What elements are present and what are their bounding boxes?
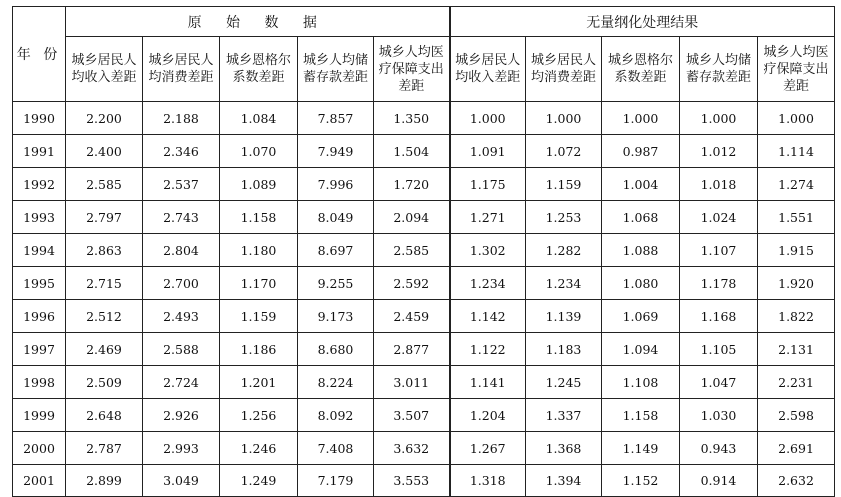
table-row [13,465,835,497]
raw-value-cell: 2.863 [66,234,143,267]
normalized-group-header: 无量纲化处理结果 [450,7,835,37]
normalized-value-cell: 1.107 [680,234,758,267]
normalized-value-cell: 1.094 [602,333,680,366]
raw-value-cell: 2.743 [143,201,220,234]
normalized-value-cell: 1.318 [450,465,526,497]
table-row [13,267,835,300]
normalized-column-header: 城乡恩格尔系数差距 [602,37,680,102]
table-row [13,201,835,234]
raw-value-cell: 1.180 [220,234,298,267]
column-header-row [13,37,835,102]
normalized-value-cell: 1.282 [526,234,602,267]
normalized-value-cell: 1.234 [450,267,526,300]
normalized-value-cell: 1.204 [450,399,526,432]
table-row [13,399,835,432]
normalized-value-cell: 1.000 [602,102,680,135]
raw-value-cell: 2.804 [143,234,220,267]
raw-value-cell: 2.993 [143,432,220,465]
raw-value-cell: 2.797 [66,201,143,234]
year-cell: 1992 [13,168,66,201]
raw-value-cell: 2.592 [374,267,450,300]
raw-value-cell: 1.249 [220,465,298,497]
normalized-column-header: 城乡居民人均消费差距 [526,37,602,102]
year-cell: 1998 [13,366,66,399]
normalized-value-cell: 2.691 [758,432,835,465]
raw-value-cell: 2.585 [374,234,450,267]
raw-value-cell: 7.408 [298,432,374,465]
normalized-value-cell: 1.822 [758,300,835,333]
raw-value-cell: 2.537 [143,168,220,201]
year-cell: 1999 [13,399,66,432]
raw-value-cell: 1.186 [220,333,298,366]
year-cell: 1995 [13,267,66,300]
normalized-value-cell: 2.231 [758,366,835,399]
raw-value-cell: 1.170 [220,267,298,300]
normalized-value-cell: 1.122 [450,333,526,366]
normalized-value-cell: 1.183 [526,333,602,366]
table-row [13,168,835,201]
raw-value-cell: 1.720 [374,168,450,201]
normalized-value-cell: 1.253 [526,201,602,234]
raw-value-cell: 2.509 [66,366,143,399]
raw-value-cell: 9.173 [298,300,374,333]
raw-value-cell: 3.632 [374,432,450,465]
normalized-column-header: 城乡居民人均收入差距 [450,37,526,102]
normalized-value-cell: 1.088 [602,234,680,267]
raw-value-cell: 7.949 [298,135,374,168]
raw-column-header: 城乡居民人均收入差距 [66,37,143,102]
normalized-value-cell: 1.551 [758,201,835,234]
raw-value-cell: 2.512 [66,300,143,333]
year-cell: 1994 [13,234,66,267]
raw-value-cell: 7.179 [298,465,374,497]
normalized-value-cell: 0.987 [602,135,680,168]
group-header-row [13,7,835,37]
raw-value-cell: 2.400 [66,135,143,168]
raw-value-cell: 2.724 [143,366,220,399]
raw-value-cell: 1.246 [220,432,298,465]
raw-value-cell: 1.504 [374,135,450,168]
normalized-value-cell: 1.245 [526,366,602,399]
normalized-value-cell: 1.158 [602,399,680,432]
table-header [13,7,835,102]
normalized-value-cell: 1.152 [602,465,680,497]
table-row [13,234,835,267]
normalized-value-cell: 1.394 [526,465,602,497]
raw-value-cell: 2.899 [66,465,143,497]
raw-value-cell: 1.070 [220,135,298,168]
raw-value-cell: 2.585 [66,168,143,201]
raw-value-cell: 8.092 [298,399,374,432]
normalized-value-cell: 1.920 [758,267,835,300]
table-row [13,102,835,135]
normalized-value-cell: 1.159 [526,168,602,201]
normalized-value-cell: 1.915 [758,234,835,267]
normalized-value-cell: 1.069 [602,300,680,333]
raw-column-header: 城乡人均医疗保障支出差距 [374,37,450,102]
raw-value-cell: 1.158 [220,201,298,234]
raw-value-cell: 8.680 [298,333,374,366]
year-cell: 2000 [13,432,66,465]
normalized-value-cell: 1.004 [602,168,680,201]
raw-value-cell: 2.588 [143,333,220,366]
raw-value-cell: 1.084 [220,102,298,135]
normalized-value-cell: 1.168 [680,300,758,333]
normalized-value-cell: 1.234 [526,267,602,300]
raw-value-cell: 1.350 [374,102,450,135]
raw-value-cell: 8.697 [298,234,374,267]
normalized-value-cell: 1.080 [602,267,680,300]
normalized-value-cell: 1.337 [526,399,602,432]
normalized-value-cell: 1.000 [758,102,835,135]
normalized-value-cell: 1.091 [450,135,526,168]
raw-value-cell: 2.648 [66,399,143,432]
raw-value-cell: 2.715 [66,267,143,300]
normalized-value-cell: 1.302 [450,234,526,267]
year-cell: 1993 [13,201,66,234]
raw-value-cell: 2.094 [374,201,450,234]
raw-value-cell: 2.926 [143,399,220,432]
normalized-column-header: 城乡人均医疗保障支出差距 [758,37,835,102]
table-row [13,333,835,366]
raw-value-cell: 2.200 [66,102,143,135]
year-cell: 1997 [13,333,66,366]
year-column-header: 年 份 [13,7,66,102]
normalized-value-cell: 0.914 [680,465,758,497]
normalized-value-cell: 1.114 [758,135,835,168]
year-cell: 1991 [13,135,66,168]
normalized-value-cell: 1.142 [450,300,526,333]
normalized-value-cell: 1.068 [602,201,680,234]
raw-value-cell: 2.346 [143,135,220,168]
normalized-value-cell: 1.030 [680,399,758,432]
normalized-value-cell: 1.000 [680,102,758,135]
raw-value-cell: 2.877 [374,333,450,366]
normalized-value-cell: 2.598 [758,399,835,432]
normalized-column-header: 城乡人均储蓄存款差距 [680,37,758,102]
data-table [12,6,835,497]
raw-value-cell: 1.159 [220,300,298,333]
raw-column-header: 城乡恩格尔系数差距 [220,37,298,102]
raw-value-cell: 3.553 [374,465,450,497]
normalized-value-cell: 1.047 [680,366,758,399]
normalized-value-cell: 2.131 [758,333,835,366]
normalized-value-cell: 1.018 [680,168,758,201]
table-row [13,135,835,168]
raw-value-cell: 2.700 [143,267,220,300]
normalized-value-cell: 1.000 [526,102,602,135]
raw-value-cell: 3.507 [374,399,450,432]
normalized-value-cell: 1.105 [680,333,758,366]
raw-value-cell: 2.787 [66,432,143,465]
normalized-value-cell: 1.072 [526,135,602,168]
normalized-value-cell: 1.141 [450,366,526,399]
raw-data-group-header: 原 始 数 据 [66,7,450,37]
year-cell: 1990 [13,102,66,135]
raw-value-cell: 1.256 [220,399,298,432]
raw-value-cell: 9.255 [298,267,374,300]
raw-value-cell: 7.857 [298,102,374,135]
raw-value-cell: 2.469 [66,333,143,366]
raw-column-header: 城乡人均储蓄存款差距 [298,37,374,102]
normalized-value-cell: 1.175 [450,168,526,201]
raw-value-cell: 2.493 [143,300,220,333]
normalized-value-cell: 2.632 [758,465,835,497]
normalized-value-cell: 1.000 [450,102,526,135]
year-cell: 1996 [13,300,66,333]
normalized-value-cell: 1.139 [526,300,602,333]
table-row [13,432,835,465]
normalized-value-cell: 1.149 [602,432,680,465]
table-row [13,300,835,333]
raw-value-cell: 3.011 [374,366,450,399]
normalized-value-cell: 1.108 [602,366,680,399]
normalized-value-cell: 1.368 [526,432,602,465]
raw-value-cell: 2.459 [374,300,450,333]
normalized-value-cell: 1.012 [680,135,758,168]
normalized-value-cell: 1.271 [450,201,526,234]
normalized-value-cell: 0.943 [680,432,758,465]
normalized-value-cell: 1.274 [758,168,835,201]
table-row [13,366,835,399]
raw-value-cell: 8.049 [298,201,374,234]
raw-column-header: 城乡居民人均消费差距 [143,37,220,102]
raw-value-cell: 1.089 [220,168,298,201]
table-body [13,102,835,497]
normalized-value-cell: 1.178 [680,267,758,300]
year-cell: 2001 [13,465,66,497]
normalized-value-cell: 1.024 [680,201,758,234]
raw-value-cell: 7.996 [298,168,374,201]
raw-value-cell: 1.201 [220,366,298,399]
raw-value-cell: 2.188 [143,102,220,135]
raw-value-cell: 3.049 [143,465,220,497]
raw-value-cell: 8.224 [298,366,374,399]
normalized-value-cell: 1.267 [450,432,526,465]
